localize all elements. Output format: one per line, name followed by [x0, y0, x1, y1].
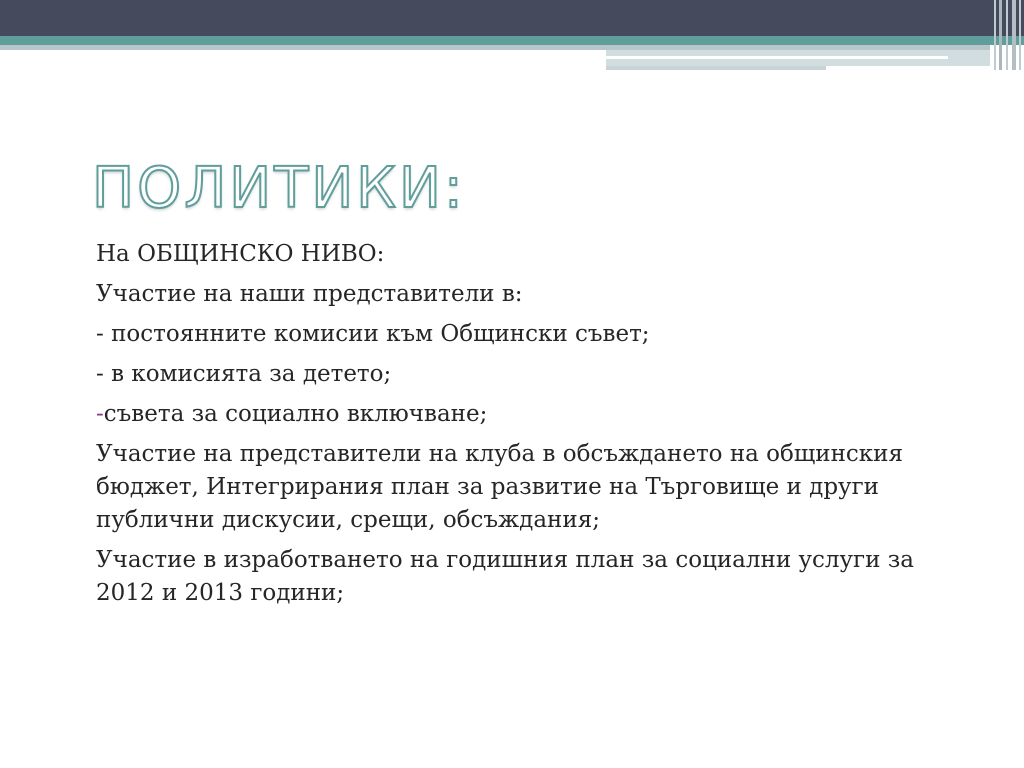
- body-paragraph: Участие на наши представители в:: [96, 281, 523, 307]
- header-dark-bar: [0, 0, 1024, 36]
- header-teal-bar: [0, 36, 1024, 45]
- body-paragraph: - постоянните комисии към Общински съвет;: [96, 321, 650, 347]
- body-paragraph: Участие на представители на клуба в обсъждането на общинския бюджет, Интегрирания план за развитие на Търговище и други публични дискусии, срещи, обсъждания;: [96, 441, 904, 533]
- body-paragraph-text: съвета за социално включване;: [103, 401, 488, 427]
- decor-vertical-line: [994, 0, 996, 70]
- slide-body: [96, 238, 936, 617]
- decor-vertical-line: [1019, 0, 1021, 70]
- slide-title: ПОЛИТИКИ:: [92, 156, 466, 221]
- body-paragraph: Участие в изработването на годишния план за социални услуги за 2012 и 2013 години;: [96, 547, 914, 606]
- body-paragraph: На ОБЩИНСКО НИВО:: [96, 241, 385, 267]
- decor-vertical-line: [999, 0, 1002, 70]
- header-light-bar-short: [606, 66, 826, 70]
- body-paragraph: - в комисията за детето;: [96, 361, 392, 387]
- body-paragraph: [96, 398, 936, 431]
- decor-vertical-line: [1012, 0, 1016, 70]
- header-white-line: [606, 56, 948, 59]
- decor-vertical-line: [1006, 0, 1008, 70]
- accent-dash: -: [96, 401, 104, 427]
